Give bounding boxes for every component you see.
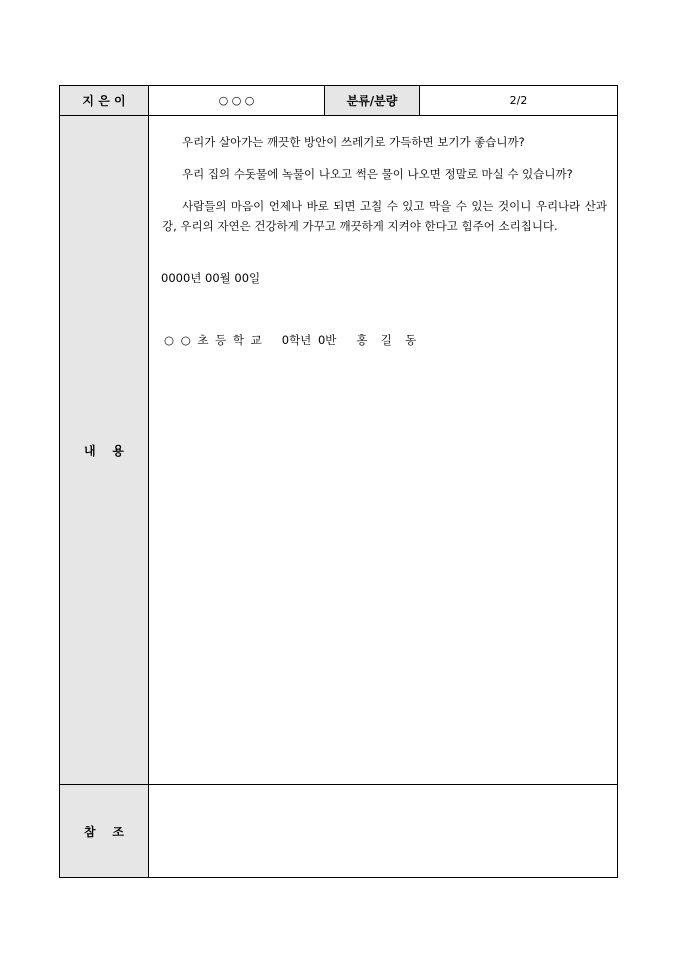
author-value: ○ ○ ○	[149, 86, 325, 116]
category-label: 분류/분량	[325, 86, 420, 116]
category-value: 2/2	[420, 86, 618, 116]
date-line: 0000년 00월 00일	[161, 271, 261, 285]
reference-label	[60, 785, 149, 878]
paragraph-3: 사람들의 마음이 언제나 바로 되면 고칠 수 있고 막을 수 있는 것이니 우리나라 산과 강, 우리의 자연은 건강하게 가꾸고 깨끗하게 지켜야 한다고 힘주어 소리칩니다.	[162, 199, 607, 233]
content-label-text: 내 용	[84, 443, 124, 458]
header-row	[60, 86, 618, 116]
content-row	[60, 116, 618, 785]
reference-value	[149, 785, 618, 878]
content-body	[149, 116, 618, 785]
reference-row	[60, 785, 618, 878]
content-label	[60, 116, 149, 785]
paragraph-2: 우리 집의 수돗물에 녹물이 나오고 썩은 물이 나오면 정말로 마실 수 있습니까?	[182, 167, 573, 181]
author-label: 지 은 이	[60, 86, 149, 116]
signature-line: ○ ○ 초 등 학 교 0학년 0반 홍 길 동	[164, 333, 417, 347]
paragraph-1: 우리가 살아가는 깨끗한 방안이 쓰레기로 가득하면 보기가 좋습니까?	[182, 135, 525, 149]
reference-label-text: 참 조	[84, 824, 124, 839]
composition-form	[59, 85, 618, 878]
